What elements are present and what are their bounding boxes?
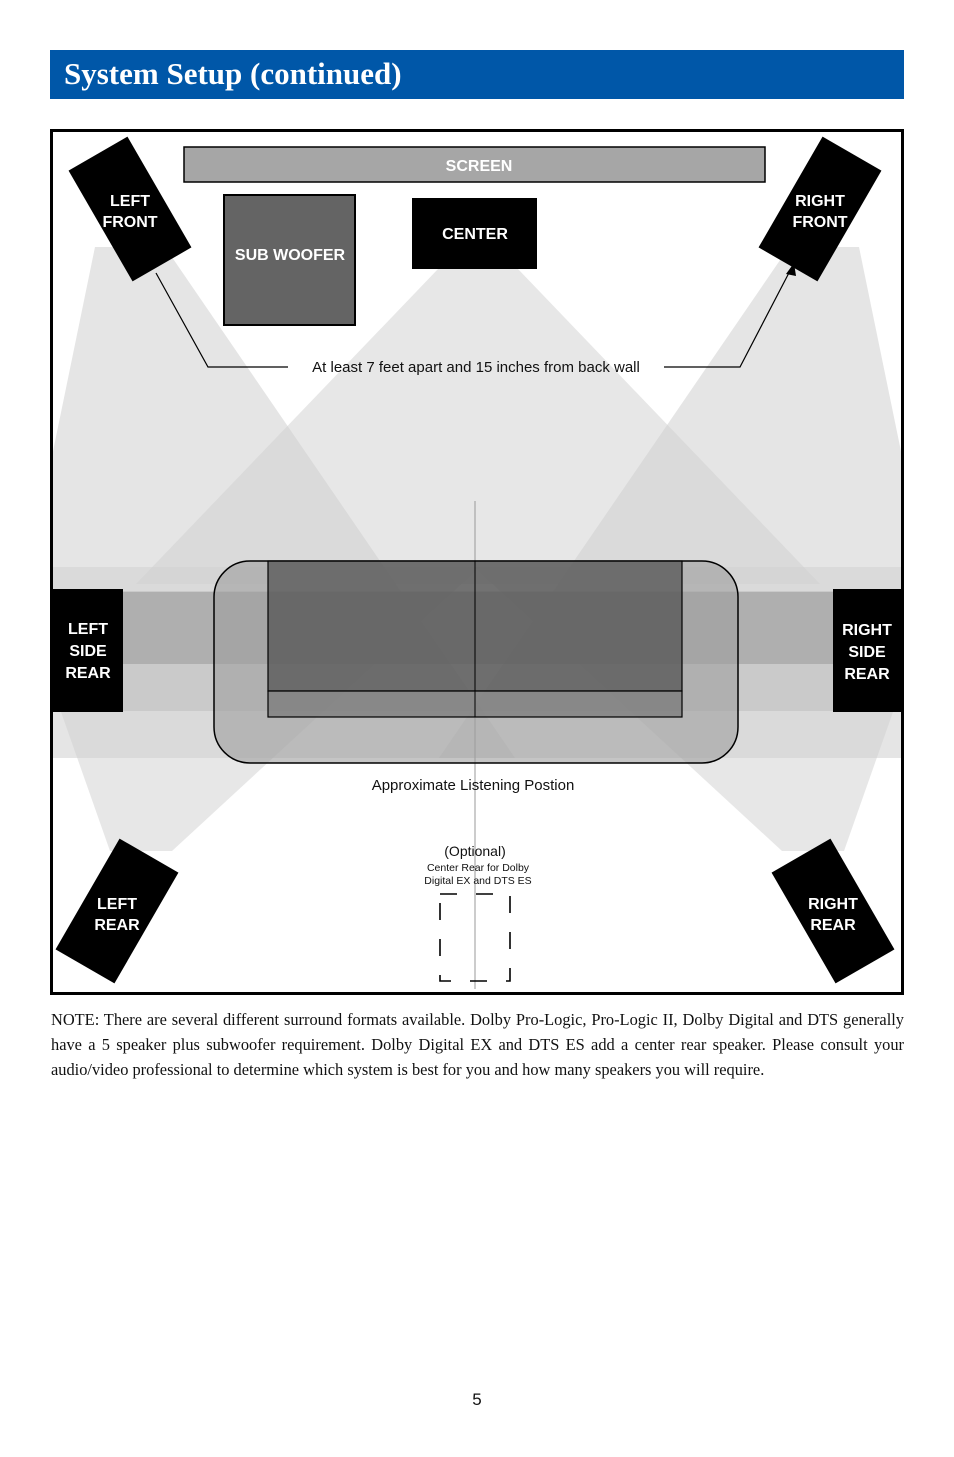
diagram-svg: [50, 129, 904, 995]
note-text: NOTE: There are several different surround formats available. Dolby Pro-Logic, Pro-Logic II, Dolby Digital and DTS generally have a 5 speaker plus subwoofer requirement. Dolby Digital EX and DTS ES add a center rear speaker. Please consult your audio/video professional to determine which system is best for you and how many speakers you will require.: [51, 1010, 904, 1079]
header-bar: [50, 50, 904, 99]
right-front-label-1: RIGHT: [795, 193, 845, 210]
listening-label: Approximate Listening Postion: [371, 777, 575, 794]
optional-desc-1: Center Rear for Dolby: [426, 862, 530, 874]
right-side-rear-label-3: REAR: [844, 666, 890, 683]
left-rear-label-1: LEFT: [97, 896, 137, 913]
speaker-layout-diagram: [50, 129, 904, 995]
left-side-rear-label-1: LEFT: [68, 621, 108, 638]
right-side-rear-label-1: RIGHT: [842, 622, 892, 639]
spacing-note: At least 7 feet apart and 15 inches from back wall: [312, 359, 640, 376]
right-front-label-2: FRONT: [792, 214, 848, 231]
left-side-rear-label-3: REAR: [65, 665, 111, 682]
optional-desc-2: Digital EX and DTS ES: [424, 875, 532, 887]
subwoofer-label: SUB WOOFER: [234, 247, 346, 264]
screen-label: SCREEN: [445, 158, 513, 175]
left-side-rear-label-2: SIDE: [69, 643, 107, 660]
page-title: System Setup (continued): [64, 56, 402, 91]
right-rear-label-2: REAR: [810, 917, 856, 934]
optional-label: (Optional): [444, 843, 506, 859]
left-front-label-1: LEFT: [110, 193, 150, 210]
page-number: 5: [472, 1390, 482, 1409]
right-side-rear-label-2: SIDE: [848, 644, 886, 661]
right-rear-label-1: RIGHT: [808, 896, 858, 913]
left-front-label-2: FRONT: [102, 214, 158, 231]
left-rear-label-2: REAR: [94, 917, 140, 934]
center-label: CENTER: [442, 226, 508, 243]
